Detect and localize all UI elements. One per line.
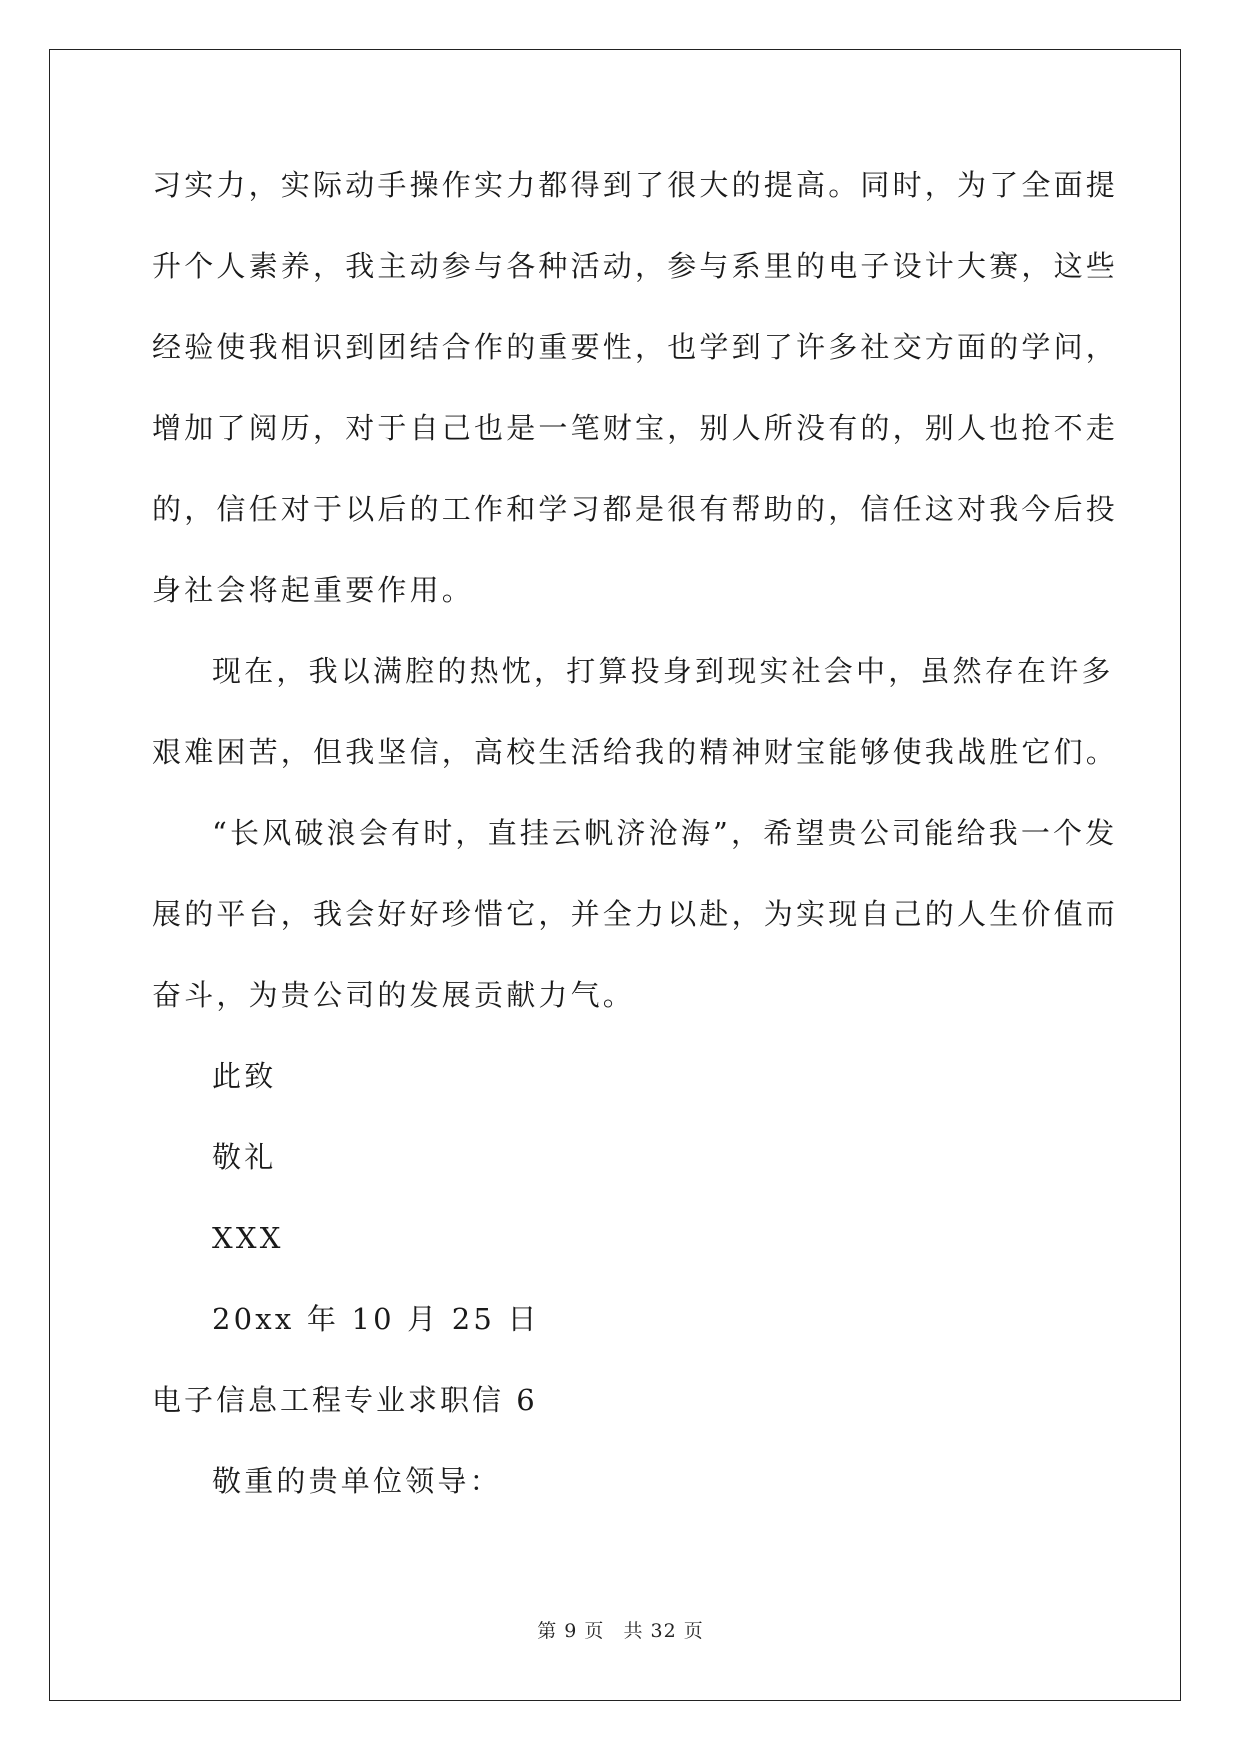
text-line: 奋斗，为贵公司的发展贡献力气。 xyxy=(152,978,636,1012)
text-line: 经验使我相识到团结合作的重要性，也学到了许多社交方面的学问， xyxy=(152,330,1119,364)
letter-date: 20xx 年 10 月 25 日 xyxy=(212,1302,540,1336)
page-footer xyxy=(0,1616,1241,1643)
section-title: 电子信息工程专业求职信 6 xyxy=(152,1383,538,1417)
salutation-ci-zhi: 此致 xyxy=(212,1059,277,1093)
text-line: 身社会将起重要作用。 xyxy=(152,573,475,607)
text-line: 升个人素养，我主动参与各种活动，参与系里的电子设计大赛，这些 xyxy=(152,249,1119,283)
text-line: 艰难困苦，但我坚信，高校生活给我的精神财宝能够使我战胜它们。 xyxy=(152,735,1119,769)
text-line: 展的平台，我会好好珍惜它，并全力以赴，为实现自己的人生价值而 xyxy=(152,897,1119,931)
text-line: 现在，我以满腔的热忱，打算投身到现实社会中，虽然存在许多 xyxy=(212,654,1114,688)
salutation-jing-li: 敬礼 xyxy=(212,1140,277,1174)
text-line: 的，信任对于以后的工作和学习都是很有帮助的，信任这对我今后投 xyxy=(152,492,1119,526)
text-line: 习实力，实际动手操作实力都得到了很大的提高。同时，为了全面提 xyxy=(152,168,1119,202)
text-line: 增加了阅历，对于自己也是一笔财宝，别人所没有的，别人也抢不走 xyxy=(152,411,1119,445)
text-line: “长风破浪会有时，直挂云帆济沧海”，希望贵公司能给我一个发 xyxy=(212,816,1118,850)
page-number-total: 共 32 页 xyxy=(623,1620,704,1642)
page-number-current: 第 9 页 xyxy=(537,1620,605,1642)
signature: XXX xyxy=(212,1221,284,1255)
letter-body xyxy=(152,158,1119,1535)
greeting: 敬重的贵单位领导： xyxy=(212,1464,502,1498)
